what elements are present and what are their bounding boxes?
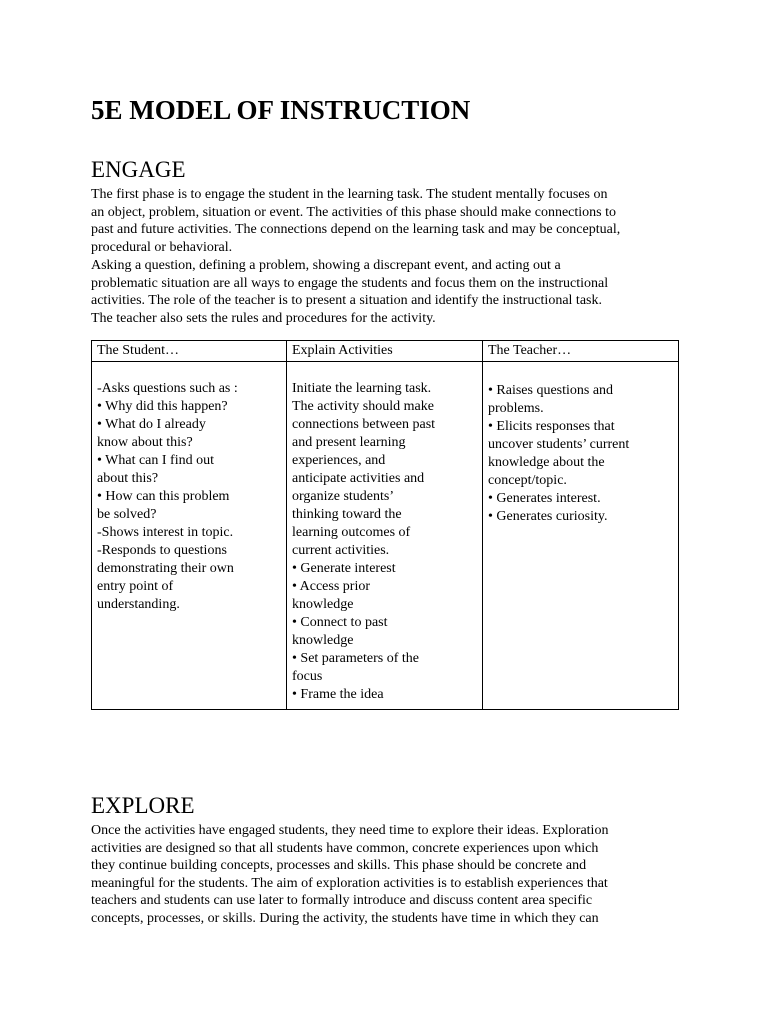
cell-line: knowledge (292, 633, 354, 648)
cell-line: current activities. (292, 543, 390, 558)
text-line: The teacher also sets the rules and procedures for the activity. (91, 310, 436, 326)
cell-line: • Generate interest (292, 561, 396, 576)
cell-line: -Shows interest in topic. (97, 525, 234, 540)
text-line: Asking a question, defining a problem, showing a discrepant event, and acting out a (91, 258, 561, 273)
cell-line: anticipate activities and (292, 471, 425, 486)
text-line: teachers and students can use later to formally introduce and discuss content area specific (91, 893, 593, 909)
cell-line: entry point of (97, 579, 174, 594)
cell-line: and present learning (292, 435, 406, 450)
cell-line: be solved? (97, 507, 157, 522)
explore-paragraph (91, 822, 681, 928)
engage-table (91, 340, 679, 710)
activities-cell (287, 362, 483, 710)
student-cell (92, 362, 287, 710)
cell-line: learning outcomes of (292, 525, 411, 540)
cell-line: uncover students’ current (488, 437, 630, 452)
cell-line: problems. (488, 401, 544, 416)
text-line: The first phase is to engage the student in the learning task. The student mentally focuses on (91, 187, 608, 202)
cell-line: know about this? (97, 435, 193, 450)
cell-line: • Connect to past (292, 615, 388, 630)
cell-line: • Generates curiosity. (488, 509, 608, 524)
cell-line: thinking toward the (292, 507, 402, 522)
text-line: activities. The role of the teacher is to present a situation and identify the instructional task. (91, 293, 602, 309)
engage-paragraph-1 (91, 186, 681, 256)
cell-line: • What do I already (97, 417, 206, 432)
cell-line: knowledge (292, 597, 354, 612)
cell-line: knowledge about the (488, 455, 605, 470)
cell-line: The activity should make (292, 399, 434, 414)
cell-line: • Raises questions and (488, 383, 614, 398)
cell-line: • Access prior (292, 579, 370, 594)
cell-line: understanding. (97, 597, 180, 612)
cell-line: -Asks questions such as : (97, 381, 238, 396)
cell-line: experiences, and (292, 453, 386, 468)
cell-line: • Frame the idea (292, 687, 384, 702)
text-line: an object, problem, situation or event. The activities of this phase should make connections to (91, 204, 617, 220)
cell-line: • Set parameters of the (292, 651, 419, 666)
header-student: The Student… (92, 341, 287, 362)
cell-line: concept/topic. (488, 473, 567, 488)
text-line: procedural or behavioral. (91, 239, 233, 255)
cell-line: Initiate the learning task. (292, 381, 432, 396)
cell-line: demonstrating their own (97, 561, 234, 576)
text-line: past and future activities. The connections depend on the learning task and may be conceptual, (91, 222, 621, 238)
cell-line: • Elicits responses that (488, 419, 615, 434)
header-teacher: The Teacher… (483, 341, 679, 362)
text-line: meaningful for the students. The aim of exploration activities is to establish experiences that (91, 875, 608, 891)
cell-line: • Why did this happen? (97, 399, 228, 414)
cell-line: • Generates interest. (488, 491, 601, 506)
cell-line: • How can this problem (97, 489, 230, 504)
text-line: problematic situation are all ways to engage the students and focus them on the instructional (91, 275, 609, 291)
cell-line: -Responds to questions (97, 543, 227, 558)
text-line: they continue building concepts, processes and skills. This phase should be concrete and (91, 858, 587, 874)
cell-line: about this? (97, 471, 159, 486)
document-title: 5E MODEL OF INSTRUCTION (91, 95, 471, 125)
engage-paragraph-2 (91, 257, 681, 327)
header-explain-activities: Explain Activities (287, 341, 483, 362)
text-line: concepts, processes, or skills. During the activity, the students have time in which they can (91, 910, 599, 926)
table-header-row (92, 341, 679, 362)
text-line: activities are designed so that all students have common, concrete experiences upon which (91, 840, 599, 856)
engage-heading: ENGAGE (91, 157, 186, 182)
cell-line: focus (292, 669, 323, 684)
teacher-cell (483, 362, 679, 710)
cell-line: organize students’ (292, 489, 394, 504)
cell-line: connections between past (292, 417, 436, 432)
explore-heading: EXPLORE (91, 793, 195, 818)
cell-line: • What can I find out (97, 453, 214, 468)
table-row (92, 362, 679, 710)
text-line: Once the activities have engaged students, they need time to explore their ideas. Exploration (91, 823, 609, 838)
